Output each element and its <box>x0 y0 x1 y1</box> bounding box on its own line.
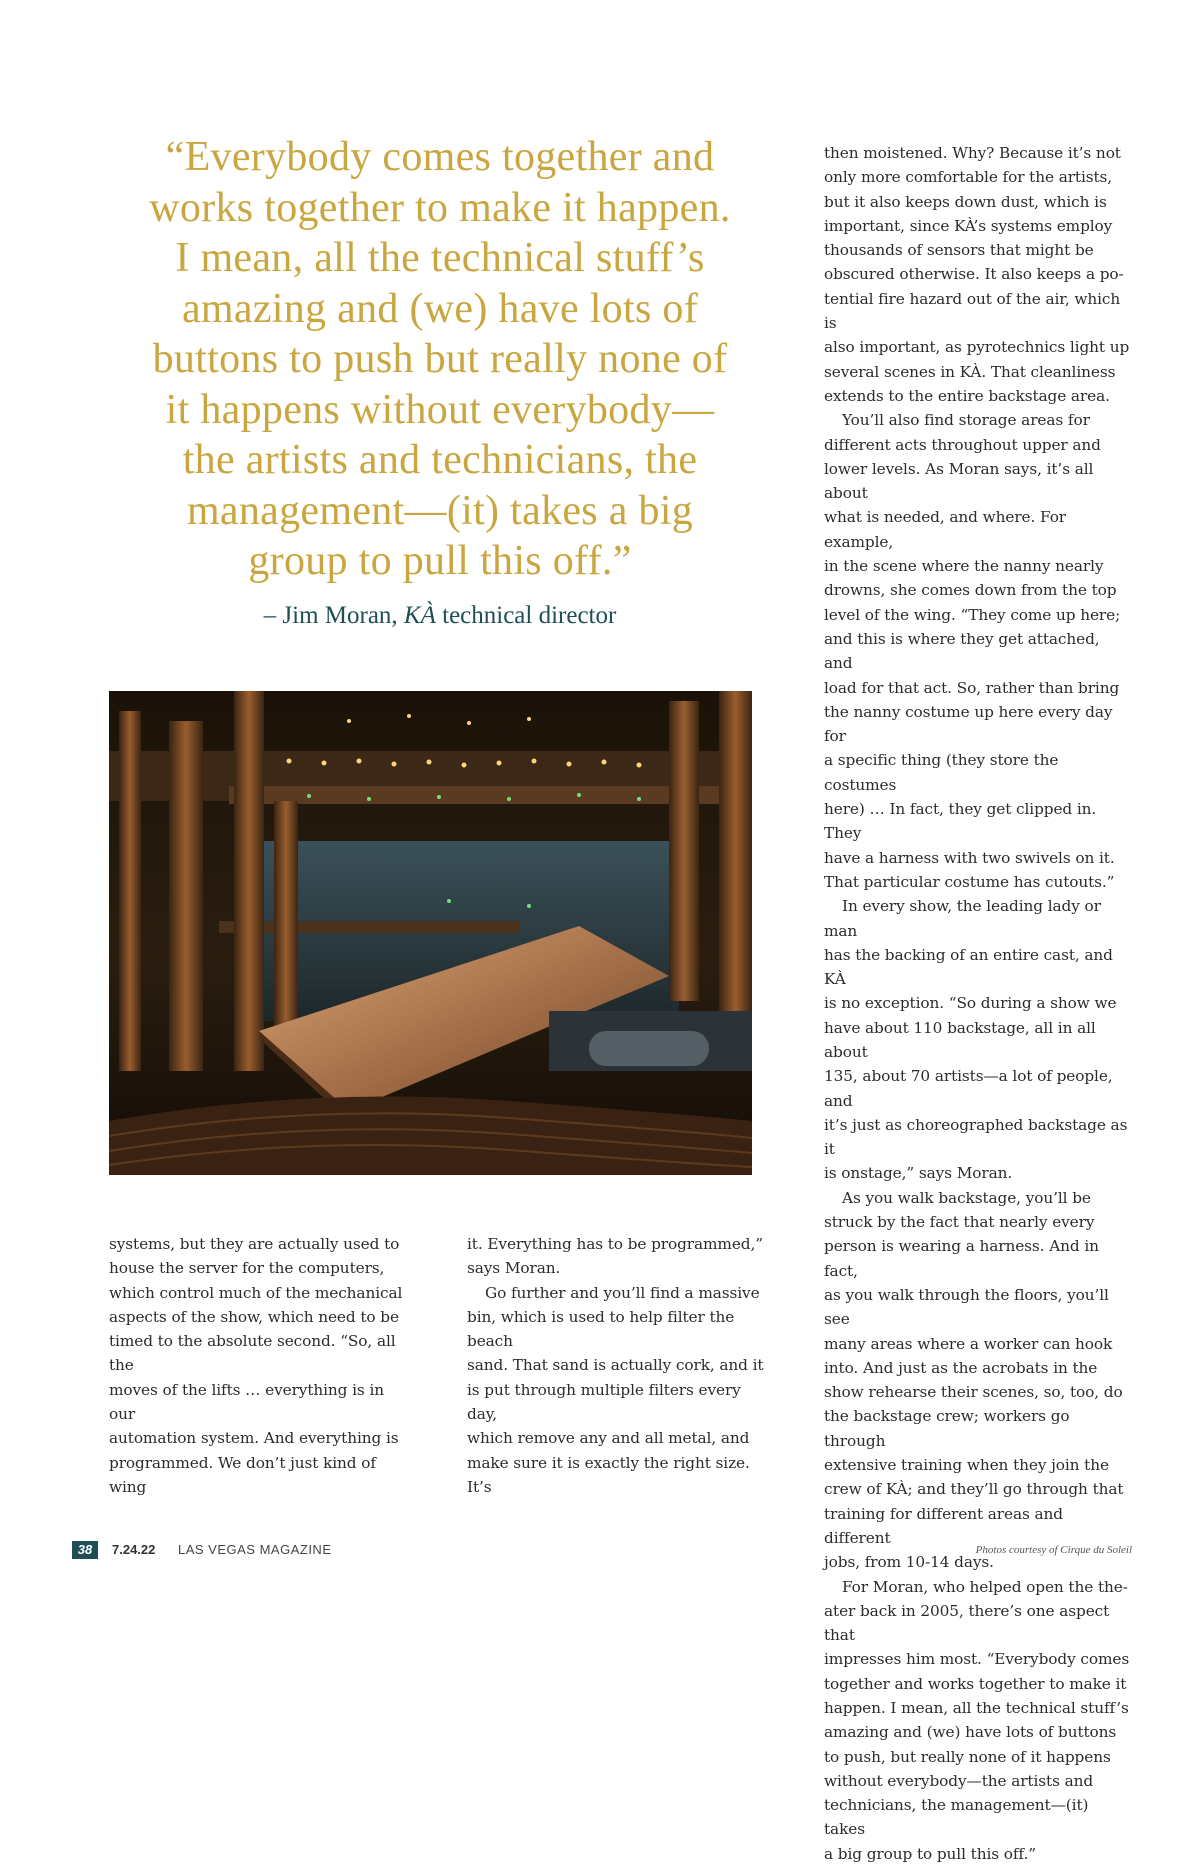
article-line: extends to the entire backstage area. <box>824 386 1110 405</box>
pull-quote-line: group to pull this off.” <box>248 538 632 584</box>
pull-quote-line: “Everybody comes together and <box>165 134 715 180</box>
article-line: a specific thing (they store the costumes <box>824 751 1059 794</box>
attribution-name: – Jim Moran, <box>263 602 404 629</box>
article-line: the backstage crew; workers go through <box>824 1407 1070 1450</box>
article-line: house the server for the computers, <box>109 1259 385 1278</box>
article-line: jobs, from 10-14 days. <box>824 1553 994 1572</box>
page-number: 38 <box>72 1541 98 1559</box>
article-line: 135, about 70 artists—a lot of people, and <box>824 1067 1113 1110</box>
article-line: here) … In fact, they get clipped in. They <box>824 800 1097 843</box>
attribution-role: technical director <box>435 602 617 629</box>
article-line: in the scene where the nanny nearly <box>824 557 1104 576</box>
article-line: important, since KÀ’s systems employ <box>824 216 1113 235</box>
article-line: moves of the lifts … everything is in our <box>109 1380 384 1424</box>
article-line: different acts throughout upper and <box>824 435 1101 454</box>
article-line: As you walk backstage, you’ll be <box>842 1188 1091 1207</box>
article-line: timed to the absolute second. “So, all the <box>109 1332 396 1375</box>
magazine-name: LAS VEGAS MAGAZINE <box>178 1542 332 1557</box>
page-footer <box>72 1541 1132 1561</box>
article-line: is onstage,” says Moran. <box>824 1164 1013 1183</box>
article-line: struck by the fact that nearly every <box>824 1213 1095 1232</box>
article-line: level of the wing. “They come up here; <box>824 605 1121 624</box>
article-line: which remove any and all metal, and <box>467 1429 750 1448</box>
article-line: many areas where a worker can hook <box>824 1334 1113 1353</box>
backstage-theater-photo <box>109 691 752 1175</box>
quote-attribution <box>108 599 772 633</box>
article-line: is no exception. “So during a show we <box>824 994 1117 1013</box>
article-line: a big group to pull this off.” <box>824 1844 1036 1863</box>
article-line: sand. That sand is actually cork, and it <box>467 1356 764 1375</box>
photo-credit: Photos courtesy of Cirque du Soleil <box>975 1544 1132 1556</box>
article-line: what is needed, and where. For example, <box>824 508 1067 551</box>
article-line: happen. I mean, all the technical stuff’s <box>824 1699 1129 1717</box>
pull-quote-line: it happens without everybody— <box>165 386 715 433</box>
article-line: the nanny costume up here every day for <box>824 702 1113 746</box>
article-line: In every show, the leading lady or man <box>824 897 1101 940</box>
article-line: amazing and (we) have lots of buttons <box>824 1723 1117 1742</box>
article-line: automation system. And everything is <box>109 1429 399 1448</box>
pull-quote-line: I mean, all the technical stuff’s <box>175 235 705 281</box>
article-line: training for different areas and different <box>824 1504 1063 1547</box>
article-line: systems, but they are actually used to <box>109 1235 400 1253</box>
article-line: thousands of sensors that might be <box>824 241 1094 260</box>
article-column-3 <box>824 141 1130 1866</box>
article-column-2 <box>467 1232 772 1499</box>
article-line: crew of KÀ; and they’ll go through that <box>824 1480 1124 1499</box>
article-line: also important, as pyrotechnics light up <box>824 338 1130 357</box>
pull-quote-line: amazing and (we) have lots of <box>181 285 698 332</box>
pull-quote-line: the artists and technicians, the <box>182 437 698 483</box>
article-line: have a harness with two swivels on it. <box>824 848 1115 867</box>
article-line: load for that act. So, rather than bring <box>824 678 1120 697</box>
article-line: bin, which is used to help filter the beach <box>467 1307 735 1351</box>
article-line: programmed. We don’t just kind of wing <box>109 1453 376 1496</box>
pull-quote-line: management—(it) takes a big <box>186 487 694 534</box>
article-line: together and works together to make it <box>824 1674 1127 1693</box>
article-line: but it also keeps down dust, which is <box>824 192 1107 211</box>
article-line: as you walk through the floors, you’ll see <box>824 1285 1109 1329</box>
article-line: That particular costume has cutouts.” <box>824 872 1115 891</box>
article-line: it’s just as choreographed backstage as it <box>824 1115 1128 1159</box>
article-line: then moistened. Why? Because it’s not <box>824 144 1121 162</box>
article-line: Go further and you’ll find a massive <box>485 1283 760 1302</box>
article-line: only more comfortable for the artists, <box>824 168 1113 187</box>
article-line: obscured otherwise. It also keeps a po- <box>824 265 1124 284</box>
pull-quote-line: works together to make it happen. <box>149 184 731 231</box>
article-line: it. Everything has to be programmed,” <box>467 1235 763 1253</box>
article-line: make sure it is exactly the right size. It’s <box>467 1453 750 1496</box>
article-line: has the backing of an entire cast, and KÀ <box>824 945 1113 989</box>
article-line: ater back in 2005, there’s one aspect that <box>824 1601 1110 1645</box>
article-line: impresses him most. “Everybody comes <box>824 1650 1130 1669</box>
article-line: to push, but really none of it happens <box>824 1747 1111 1766</box>
article-line: drowns, she comes down from the top <box>824 581 1117 600</box>
article-line: For Moran, who helped open the the- <box>842 1577 1128 1596</box>
article-line: have about 110 backstage, all in all about <box>824 1018 1096 1061</box>
article-line: lower levels. As Moran says, it’s all about <box>824 459 1094 503</box>
issue-date: 7.24.22 <box>112 1542 156 1557</box>
article-line: which control much of the mechanical <box>109 1283 403 1302</box>
pull-quote <box>108 132 772 587</box>
attribution-show: KÀ <box>403 602 436 629</box>
article-line: show rehearse their scenes, so, too, do <box>824 1383 1123 1402</box>
article-line: and this is where they get attached, and <box>824 629 1100 673</box>
article-line: without everybody—the artists and <box>824 1771 1094 1790</box>
article-line: extensive training when they join the <box>824 1456 1109 1475</box>
article-line: aspects of the show, which need to be <box>109 1307 399 1326</box>
theater-photo-illustration <box>109 691 752 1175</box>
article-column-1 <box>109 1232 409 1499</box>
article-line: is put through multiple filters every day, <box>467 1380 741 1424</box>
article-line: You’ll also find storage areas for <box>842 411 1090 430</box>
article-line: says Moran. <box>467 1259 561 1278</box>
article-line: into. And just as the acrobats in the <box>824 1358 1098 1377</box>
article-line: tential fire hazard out of the air, which is <box>824 289 1121 333</box>
article-line: person is wearing a harness. And in fact, <box>824 1237 1099 1280</box>
article-line: several scenes in KÀ. That cleanliness <box>824 362 1116 381</box>
article-line: technicians, the management—(it) takes <box>824 1796 1089 1839</box>
pull-quote-line: buttons to push but really none of <box>152 336 728 382</box>
